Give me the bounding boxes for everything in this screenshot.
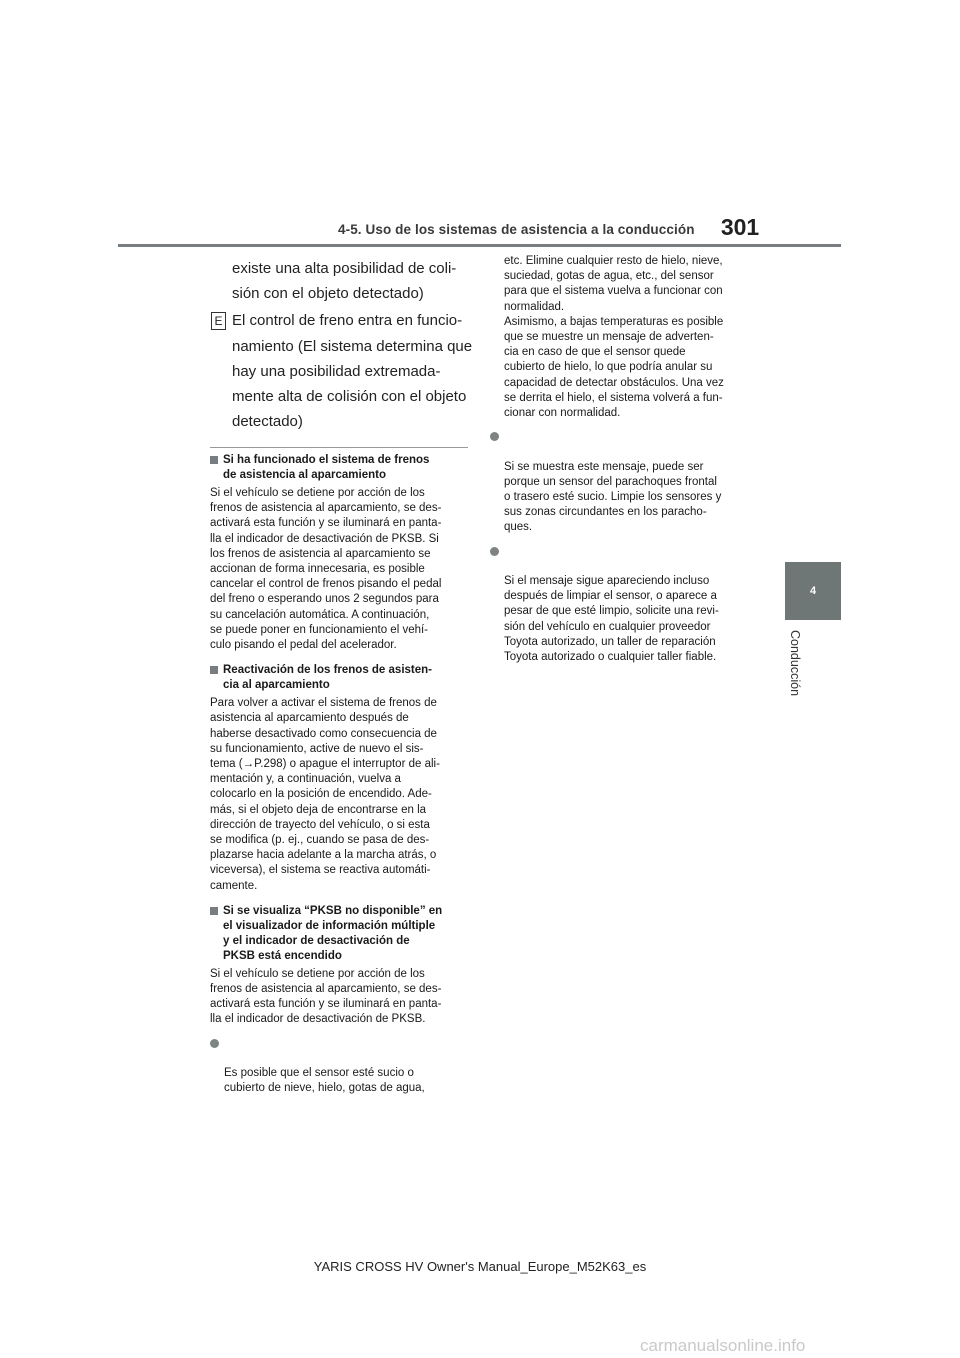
section-divider — [210, 447, 468, 448]
list-item-text: Si el mensaje sigue apareciendo incluso después de limpiar el sensor, o aparece a pesar de que esté limpio, solicite una revi- sión del vehículo en cualquier proveedor Toyota autorizado, un taller de reparación Toyota autorizado o cualquier taller fiable. — [504, 575, 719, 664]
chapter-label: Conducción — [788, 630, 802, 697]
section-heading — [210, 904, 468, 964]
step-e-line: hay una posibilidad extremada- — [232, 363, 441, 380]
section-body: Para volver a activar el sistema de frenos de asistencia al aparcamiento después de haberse desactivado como consecuencia de su funcionamiento, active de nuevo el sis- tema (→P.298) o apague el interruptor de ali- mentación y, a continuación, vuelva a colocarlo en la posición de encendido. Ade- más, si el objeto deja de encontrarse en la dirección de trayecto del vehículo, o si esta se modifica (p. ej., cuando se pasa de des- plazarse hacia adelante a la marcha atrás, o viceversa), el sistema se reactiva automáti- camente. — [210, 697, 440, 892]
step-e-line: detectado) — [232, 413, 303, 430]
square-bullet-icon — [210, 907, 218, 915]
bullet-continuation: etc. Elimine cualquier resto de hielo, nieve, suciedad, gotas de agua, etc., del sensor para que el sistema vuelva a funcionar con normalidad. Asimismo, a bajas temperaturas es posible que se muestre un mensaje de adverten- cia en caso de que el sensor quede cubierto de hielo, lo que podría anular su capacidad de detectar obstáculos. Una vez se derrita el hielo, el sistema volverá a fun- cionar con normalidad. — [504, 255, 724, 420]
circle-bullet-icon — [490, 547, 499, 556]
left-column — [210, 453, 468, 1097]
square-bullet-icon — [210, 666, 218, 674]
section-body: Si el vehículo se detiene por acción de los frenos de asistencia al aparcamiento, se des- activará esta función y se iluminará en panta- lla el indicador de desactivación de PKSB. — [210, 967, 442, 1026]
page-number: 301 — [720, 214, 760, 240]
intro-line: sión con el objeto detectado) — [232, 285, 424, 302]
list-item — [490, 429, 754, 535]
step-e-line: mente alta de colisión con el objeto — [232, 388, 467, 405]
list-item — [490, 544, 754, 666]
step-e-line: namiento (El sistema determina que — [232, 338, 473, 355]
square-bullet-icon — [210, 456, 218, 464]
section-body: Si el vehículo se detiene por acción de los frenos de asistencia al aparcamiento, se des- activará esta función y se iluminará en panta- lla el indicador de desactivación de PKSB. Si los frenos de asistencia al aparcamiento se accionan de forma innecesaria, es posible cancelar el control de frenos pisando el pedal del freno o esperando unos 2 segundos para su cancelación automática. A continuación, se puede poner en funcionamiento el vehí- culo pisando el pedal del acelerador. — [210, 487, 442, 652]
section-heading — [210, 663, 468, 693]
section-title: 4-5. Uso de los sistemas de asistencia a la conducción — [338, 222, 695, 237]
section-heading-text: Si se visualiza “PKSB no disponible” en el visualizador de información múltiple y el indicador de desactivación de PKSB está encendido — [223, 904, 443, 962]
list-item — [210, 1036, 468, 1097]
section-heading-text: Reactivación de los frenos de asisten- cia al aparcamiento — [223, 664, 432, 692]
circle-bullet-icon — [490, 432, 499, 441]
right-column — [490, 254, 754, 665]
footer-manual-name: YARIS CROSS HV Owner's Manual_Europe_M52K63_es — [313, 1259, 647, 1274]
chapter-tab: 4 — [785, 562, 841, 620]
circle-bullet-icon — [210, 1039, 219, 1048]
intro-line: existe una alta posibilidad de coli- — [232, 260, 457, 277]
list-item-text: Si se muestra este mensaje, puede ser porque un sensor del parachoques frontal o trasero esté sucio. Limpie los sensores y sus zonas circundantes en los paracho- ques. — [504, 460, 722, 534]
watermark: carmanualsonline.info — [640, 1336, 806, 1355]
section-heading-text: Si ha funcionado el sistema de frenos de asistencia al aparcamiento — [223, 454, 430, 481]
header-divider — [118, 244, 841, 247]
step-e-line: El control de freno entra en funcio- — [232, 312, 463, 329]
list-item-text: Es posible que el sensor esté sucio o cubierto de nieve, hielo, gotas de agua, — [224, 1067, 425, 1095]
section-heading — [210, 453, 468, 483]
step-marker-e: E — [211, 312, 226, 330]
